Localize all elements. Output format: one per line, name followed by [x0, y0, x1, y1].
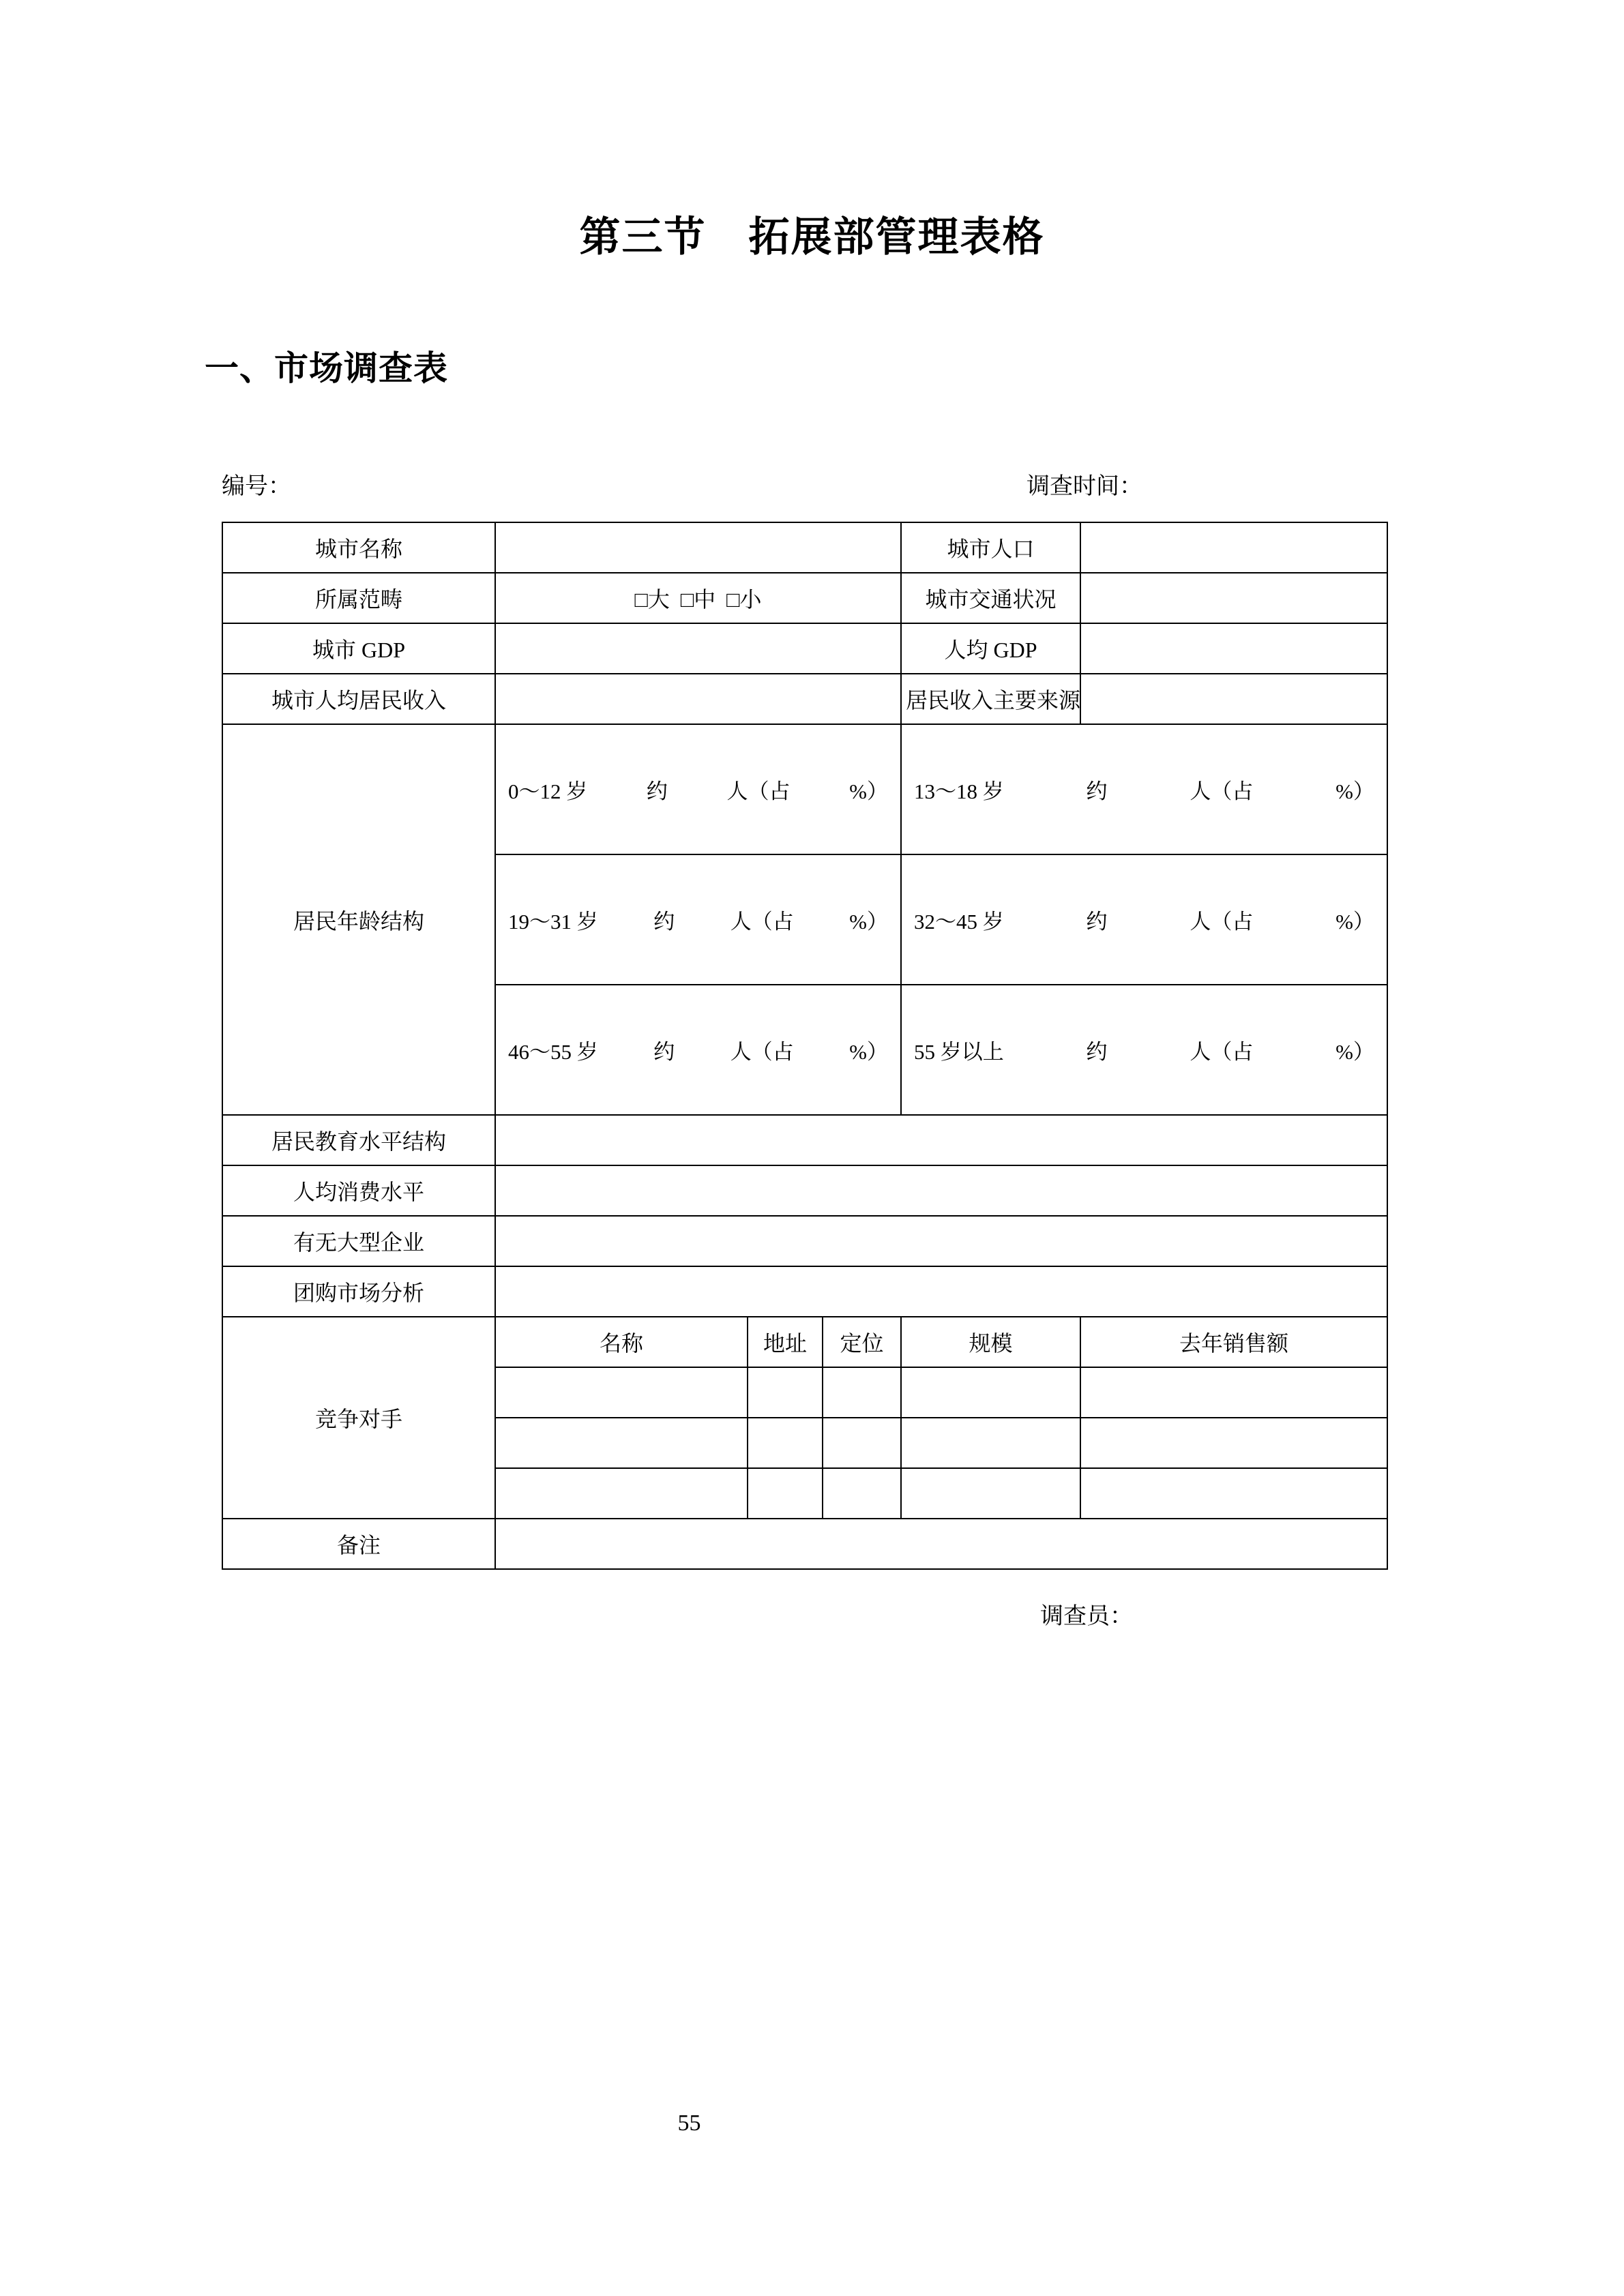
age-range: 0～12 岁 — [508, 779, 588, 803]
competitor-cell-last-year-sales[interactable] — [1080, 1468, 1387, 1519]
page-title: 第三节 拓展部管理表格 — [579, 215, 1045, 260]
competitor-cell-position[interactable] — [823, 1418, 901, 1468]
competitor-cell-address[interactable] — [748, 1418, 823, 1468]
age-people: 人（占 — [730, 910, 794, 934]
city-population-label: 城市人口 — [901, 522, 1080, 573]
meta-line — [222, 467, 1388, 508]
competitor-cell-address[interactable] — [748, 1468, 823, 1519]
per-capita-gdp-value[interactable] — [1080, 623, 1387, 674]
competitor-header-last-year-sales: 去年销售额 — [1080, 1317, 1387, 1367]
age-range: 55 岁以上 — [914, 1040, 1004, 1064]
age-people: 人（占 — [730, 1040, 794, 1064]
table-row — [222, 1317, 1387, 1367]
competitor-cell-last-year-sales[interactable] — [1080, 1418, 1387, 1468]
age-range: 13～18 岁 — [914, 779, 1004, 803]
remark-value[interactable] — [495, 1519, 1387, 1569]
age-people: 人（占 — [1190, 910, 1254, 934]
table-row — [222, 1165, 1387, 1216]
age-percent: %） — [849, 779, 888, 803]
age-group-cell[interactable] — [901, 985, 1387, 1115]
survey-time-label: 调查时间： — [1027, 474, 1142, 499]
table-row — [222, 724, 1387, 854]
age-group-cell[interactable] — [901, 724, 1387, 854]
income-source-value[interactable] — [1080, 674, 1387, 724]
large-enterprise-value[interactable] — [495, 1216, 1387, 1266]
table-row — [222, 1266, 1387, 1317]
table-row — [222, 674, 1387, 724]
competitor-label: 竞争对手 — [222, 1317, 495, 1519]
scope-label: 所属范畴 — [222, 573, 495, 623]
city-name-value[interactable] — [495, 522, 901, 573]
footer-line — [222, 1597, 1388, 1638]
table-row — [222, 1115, 1387, 1165]
resident-income-value[interactable] — [495, 674, 901, 724]
age-structure-label: 居民年龄结构 — [222, 724, 495, 1115]
table-row — [222, 522, 1387, 573]
section-heading: 一、市场调查表 — [205, 349, 448, 387]
consumption-value[interactable] — [495, 1165, 1387, 1216]
age-approx: 约 — [1086, 910, 1108, 934]
city-name-label: 城市名称 — [222, 522, 495, 573]
age-range: 19～31 岁 — [508, 910, 598, 934]
competitor-header-position: 定位 — [823, 1317, 901, 1367]
age-percent: %） — [1335, 910, 1374, 934]
city-gdp-label: 城市 GDP — [222, 623, 495, 674]
table-row — [222, 1519, 1387, 1569]
table-row — [222, 1216, 1387, 1266]
resident-income-label: 城市人均居民收入 — [222, 674, 495, 724]
market-survey-table — [222, 522, 1388, 1570]
city-gdp-value[interactable] — [495, 623, 901, 674]
competitor-cell-scale[interactable] — [901, 1468, 1080, 1519]
income-source-label: 居民收入主要来源 — [901, 674, 1080, 724]
traffic-value[interactable] — [1080, 573, 1387, 623]
group-buying-label: 团购市场分析 — [222, 1266, 495, 1317]
education-label: 居民教育水平结构 — [222, 1115, 495, 1165]
competitor-header-name: 名称 — [495, 1317, 748, 1367]
age-group-cell[interactable] — [495, 724, 901, 854]
consumption-label: 人均消费水平 — [222, 1165, 495, 1216]
city-population-value[interactable] — [1080, 522, 1387, 573]
competitor-cell-last-year-sales[interactable] — [1080, 1367, 1387, 1418]
age-approx: 约 — [646, 779, 668, 803]
surveyor-label: 调查员： — [1040, 1604, 1133, 1629]
group-buying-value[interactable] — [495, 1266, 1387, 1317]
remark-label: 备注 — [222, 1519, 495, 1569]
age-people: 人（占 — [1190, 779, 1254, 803]
age-range: 32～45 岁 — [914, 910, 1004, 934]
competitor-cell-scale[interactable] — [901, 1418, 1080, 1468]
age-group-cell[interactable] — [901, 854, 1387, 985]
age-percent: %） — [849, 910, 888, 934]
page-number: 55 — [677, 2111, 701, 2136]
age-range: 46～55 岁 — [508, 1040, 598, 1064]
age-people: 人（占 — [1190, 1040, 1254, 1064]
competitor-header-address: 地址 — [748, 1317, 823, 1367]
competitor-cell-scale[interactable] — [901, 1367, 1080, 1418]
age-group-cell[interactable] — [495, 854, 901, 985]
competitor-cell-name[interactable] — [495, 1418, 748, 1468]
scope-checkbox-group[interactable]: □大 □中 □小 — [495, 573, 901, 623]
competitor-header-scale: 规模 — [901, 1317, 1080, 1367]
traffic-label: 城市交通状况 — [901, 573, 1080, 623]
per-capita-gdp-label: 人均 GDP — [901, 623, 1080, 674]
age-approx: 约 — [653, 910, 675, 934]
table-row — [222, 623, 1387, 674]
competitor-cell-position[interactable] — [823, 1367, 901, 1418]
age-approx: 约 — [1086, 1040, 1108, 1064]
age-approx: 约 — [653, 1040, 675, 1064]
age-people: 人（占 — [726, 779, 791, 803]
age-group-cell[interactable] — [495, 985, 901, 1115]
age-approx: 约 — [1086, 779, 1108, 803]
age-percent: %） — [1335, 1040, 1374, 1064]
age-percent: %） — [1335, 779, 1374, 803]
competitor-cell-position[interactable] — [823, 1468, 901, 1519]
large-enterprise-label: 有无大型企业 — [222, 1216, 495, 1266]
competitor-cell-name[interactable] — [495, 1367, 748, 1418]
competitor-cell-name[interactable] — [495, 1468, 748, 1519]
age-percent: %） — [849, 1040, 888, 1064]
survey-id-label: 编号： — [222, 474, 291, 499]
education-value[interactable] — [495, 1115, 1387, 1165]
competitor-cell-address[interactable] — [748, 1367, 823, 1418]
table-row — [222, 573, 1387, 623]
